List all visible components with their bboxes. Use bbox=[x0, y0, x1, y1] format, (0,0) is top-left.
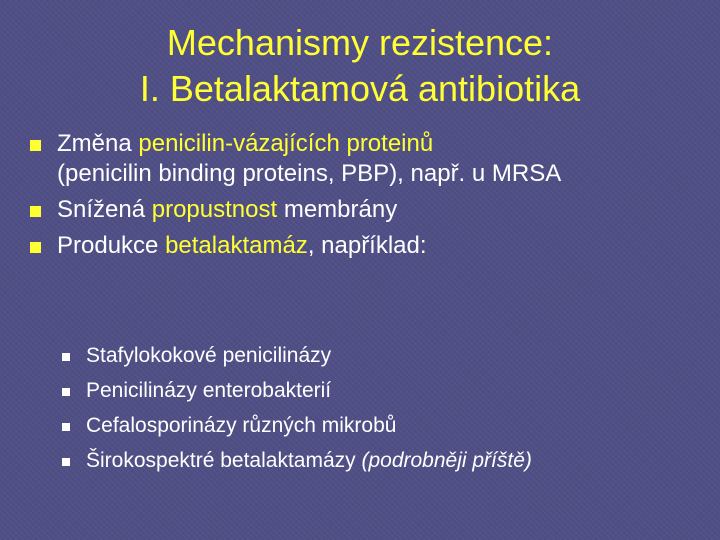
bullet-text-continued: (penicilin binding proteins, PBP), např. u MRSA bbox=[57, 160, 562, 187]
bullet-betalactamases bbox=[30, 231, 700, 261]
bullet-text: Produkce bbox=[57, 232, 166, 259]
bullet-text-continued: , například: bbox=[307, 232, 427, 259]
sub-bullet-list bbox=[62, 342, 702, 482]
bullet-highlight: penicilin-vázajících proteinů bbox=[138, 130, 434, 157]
bullet-text: Snížená bbox=[57, 196, 152, 223]
title-line-2: I. Betalaktamová antibiotika bbox=[139, 68, 581, 109]
title-line-1: Mechanismy rezistence: bbox=[166, 22, 554, 63]
sub-bullet bbox=[62, 377, 702, 404]
bullet-highlight: betalaktamáz bbox=[165, 232, 308, 259]
square-bullet-icon bbox=[30, 140, 41, 151]
sub-bullet-note: (podrobněji příště) bbox=[361, 449, 532, 472]
sub-bullet bbox=[62, 412, 702, 439]
bullet-text: Změna bbox=[57, 130, 139, 157]
square-bullet-icon bbox=[62, 353, 70, 361]
square-bullet-icon bbox=[62, 423, 70, 431]
bullet-list bbox=[30, 129, 700, 267]
sub-bullet-text: Cefalosporinázy různých mikrobů bbox=[86, 414, 397, 437]
sub-bullet-text: Penicilinázy enterobakterií bbox=[86, 379, 332, 402]
square-bullet-icon bbox=[62, 458, 70, 466]
bullet-highlight: propustnost bbox=[151, 196, 278, 223]
square-bullet-icon bbox=[30, 206, 41, 217]
sub-bullet-text: Stafylokokové penicilinázy bbox=[86, 344, 332, 367]
bullet-permeability bbox=[30, 195, 700, 225]
sub-bullet bbox=[62, 342, 702, 369]
bullet-pbp bbox=[30, 129, 700, 189]
slide-title bbox=[40, 20, 680, 112]
bullet-text-continued: membrány bbox=[277, 196, 398, 223]
square-bullet-icon bbox=[62, 388, 70, 396]
square-bullet-icon bbox=[30, 242, 41, 253]
sub-bullet-text: Širokospektré betalaktamázy bbox=[86, 449, 362, 472]
sub-bullet bbox=[62, 447, 702, 474]
